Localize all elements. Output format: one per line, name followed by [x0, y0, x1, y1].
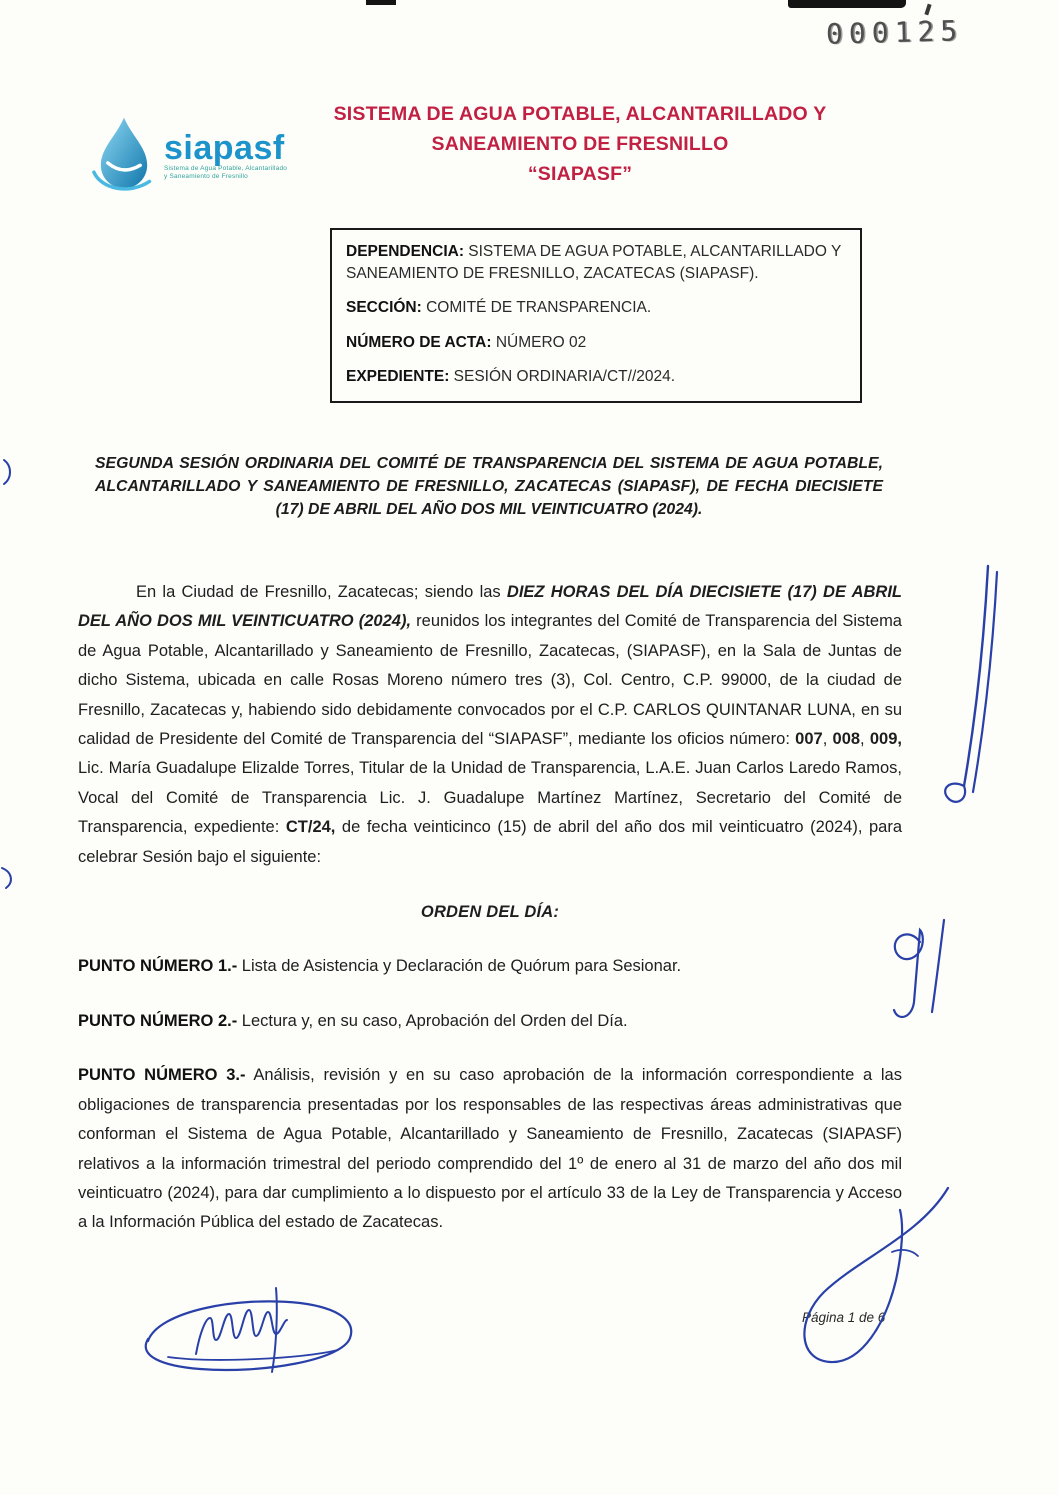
- text-run: reunidos los integrantes del Comité de Transparencia del Sistema de Agua Potable, Alcantarillado y Saneamiento de Fresnillo, Zacatecas, (SIAPASF), en la Sala de Juntas de dicho Sistema, ubicada en calle Rosas Moreno número tres (3), Col. Centro, C.P. 99000, de la ciudad de Fresnillo, Zacatecas y, habiendo sido debidamente convocados por el C.P. CARLOS QUINTANAR LUNA, en su calidad de Presidente del Comité de Transparencia del “SIAPASF”, mediante los oficios número:: [78, 612, 902, 749]
- metadata-box: [330, 228, 862, 403]
- left-margin-ink: [2, 460, 11, 888]
- punto-label: PUNTO NÚMERO 2.-: [78, 1011, 238, 1030]
- text-run: ,: [860, 730, 870, 749]
- punto-1: [78, 952, 902, 981]
- text-run: 007: [795, 730, 823, 749]
- ink-initial: [932, 920, 944, 1012]
- scan-artifact: [924, 4, 931, 16]
- ink-loop: [945, 784, 965, 802]
- punto-label: PUNTO NÚMERO 3.-: [78, 1066, 246, 1085]
- text-run: En la Ciudad de Fresnillo, Zacatecas; siendo las: [136, 583, 507, 601]
- text-run: 008: [832, 730, 861, 749]
- punto-label: PUNTO NÚMERO 1.-: [78, 957, 238, 976]
- signature-stroke: [272, 1288, 277, 1372]
- text-run: de fecha veinticinco (15) de abril del año dos mil veinticuatro (2024), para celebrar Sesión bajo el siguiente:: [78, 818, 902, 866]
- water-drop-icon: [88, 112, 160, 200]
- text-run: DIEZ HORAS DEL DÍA DIECISIETE (17) DE ABRIL DEL AÑO DOS MIL VEINTICUATRO (2024),: [78, 583, 902, 631]
- page-number: Página 1 de 6: [802, 1310, 886, 1325]
- document-title: [240, 99, 920, 189]
- signature-ink: [146, 1288, 351, 1372]
- margin-ink-strokes: [945, 566, 997, 802]
- intro-paragraph: [78, 578, 902, 872]
- field-value: SISTEMA DE AGUA POTABLE, ALCANTARILLADO Y SANEAMIENTO DE FRESNILLO, ZACATECAS (SIAPASF).: [346, 243, 842, 282]
- punto-2: [78, 1007, 902, 1036]
- field-value: NÚMERO 02: [491, 333, 587, 351]
- logo-tagline: Sistema de Agua Potable, Alcantarillado: [164, 165, 288, 172]
- text-run: ,: [822, 730, 833, 749]
- orden-del-dia-heading: ORDEN DEL DÍA:: [420, 903, 560, 922]
- signature-oval: [146, 1301, 351, 1370]
- scan-artifact: [788, 0, 906, 8]
- ink-mark: [2, 868, 11, 888]
- title-line: SANEAMIENTO DE FRESNILLO: [431, 133, 729, 155]
- field-label: NÚMERO DE ACTA:: [346, 333, 492, 351]
- ink-mark: [4, 460, 10, 484]
- title-line: SISTEMA DE AGUA POTABLE, ALCANTARILLADO Y: [333, 103, 827, 125]
- signature-underline: [168, 1350, 338, 1360]
- field-label: SECCIÓN:: [346, 299, 422, 316]
- punto-text: Lectura y, en su caso, Aprobación del Orden del Día.: [237, 1011, 628, 1030]
- scan-artifact: [366, 0, 396, 5]
- field-label: EXPEDIENTE:: [346, 368, 450, 385]
- ink-flick: [892, 1250, 918, 1256]
- metadata-row: [346, 366, 846, 388]
- metadata-row: [346, 241, 846, 284]
- metadata-row: [346, 332, 846, 354]
- field-value: COMITÉ DE TRANSPARENCIA.: [421, 299, 652, 316]
- logo-brand: siapasf: [164, 129, 285, 167]
- session-subject-heading: SEGUNDA SESIÓN ORDINARIA DEL COMITÉ DE TRANSPARENCIA DEL SISTEMA DE AGUA POTABLE, ALCANTARILLADO Y SANEAMIENTO DE FRESNILLO, ZACATECAS (SIAPASF), DE FECHA DIECISIETE (17) DE ABRIL DEL AÑO DOS MIL VEINTICUATRO (2024).: [95, 455, 883, 518]
- ink-stroke: [964, 566, 988, 786]
- text-run: Lic. María Guadalupe Elizalde Torres, Titular de la Unidad de Transparencia, L.A.E. Juan Carlos Laredo Ramos, Vocal del Comité de Transparencia Lic. J. Guadalupe Martínez Martínez, Secretario del Comité de Transparencia, expediente:: [78, 759, 902, 837]
- folio-stamp: 000125: [825, 14, 964, 51]
- metadata-row: [346, 297, 846, 319]
- signature-scribble: [196, 1310, 287, 1354]
- text-run: 009,: [869, 730, 902, 749]
- title-line: “SIAPASF”: [527, 163, 633, 185]
- punto-text: Lista de Asistencia y Declaración de Quórum para Sesionar.: [237, 957, 682, 976]
- text-run: CT/24,: [285, 818, 336, 837]
- field-value: SESIÓN ORDINARIA/CT//2024.: [449, 368, 676, 385]
- punto-text: Análisis, revisión y en su caso aprobación de la información correspondiente a las obligaciones de transparencia presentadas por los responsables de las respectivas áreas administrativas que conforman el Sistema de Agua Potable, Alcantarillado y Saneamiento de Fresnillo, Zacatecas (SIAPASF) relativos a la información trimestral del periodo comprendido del 1º de enero al 31 de marzo del año dos mil veinticuatro (2024), para dar cumplimiento a lo dispuesto por el artículo 33 de la Ley de Transparencia y Acceso a la Información Pública del estado de Zacatecas.: [78, 1066, 902, 1232]
- punto-3: [78, 1061, 902, 1237]
- ink-stroke: [973, 572, 997, 792]
- field-label: DEPENDENCIA:: [346, 243, 464, 260]
- logo-tagline: y Saneamiento de Fresnillo: [164, 173, 248, 180]
- document-body: [78, 578, 902, 1238]
